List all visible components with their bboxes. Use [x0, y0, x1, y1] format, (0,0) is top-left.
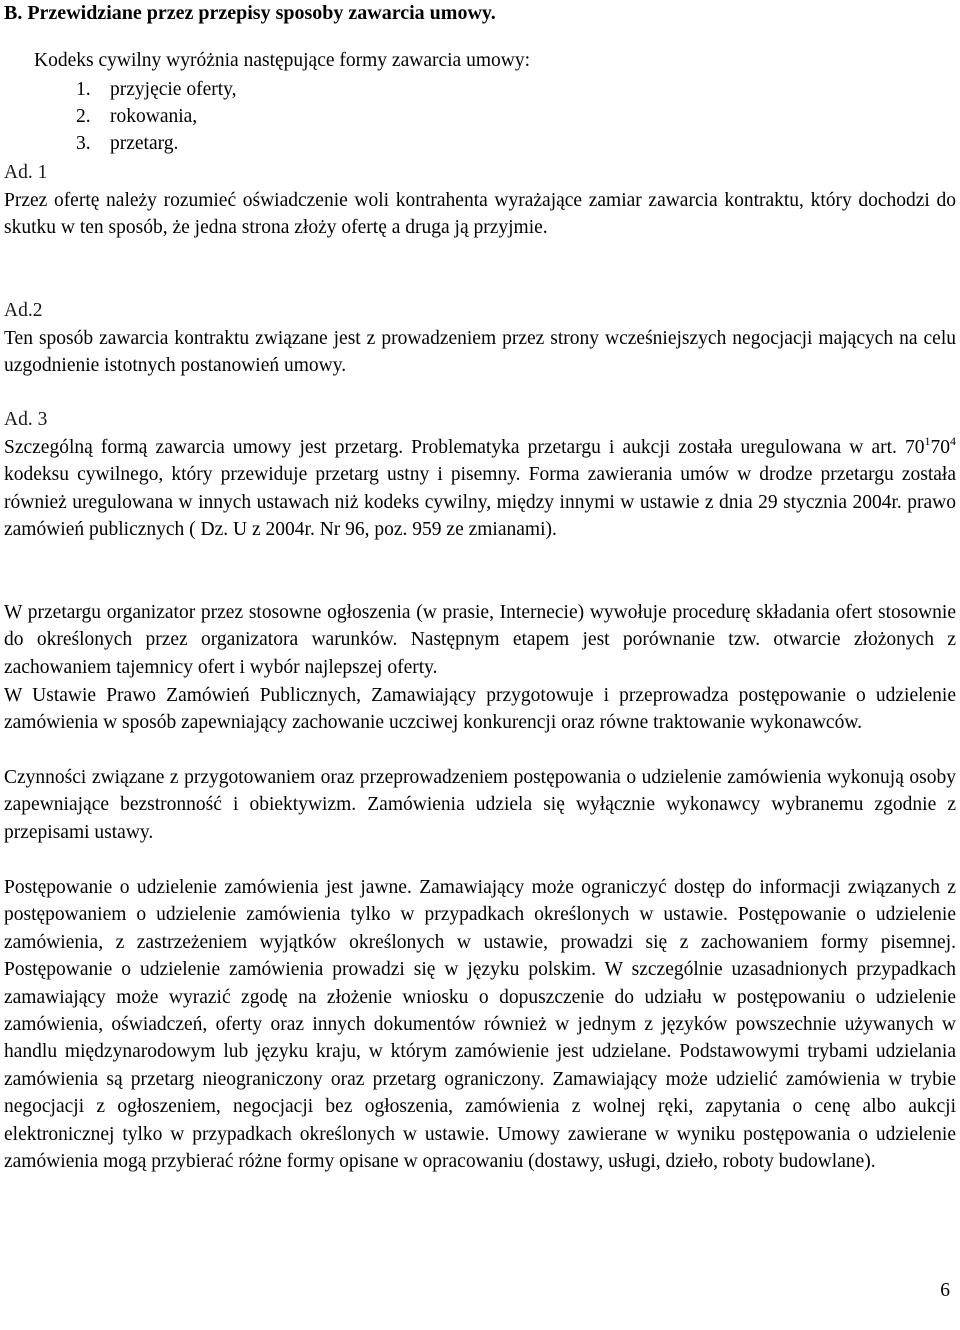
list-item-number: 1. [76, 79, 91, 100]
ad3-title: Ad. 3 [4, 409, 48, 430]
page-number: 6 [940, 1280, 950, 1301]
list-item [76, 103, 237, 130]
list-item [76, 130, 237, 157]
intro-text: Kodeks cywilny wyróżnia następujące formy zawarcia umowy: [34, 50, 530, 71]
forms-list [76, 76, 237, 157]
list-item-number: 2. [76, 106, 91, 127]
ad3-text-after: kodeksu cywilnego, który przewiduje przetarg ustny i pisemny. Forma zawierania umów w drodze przetargu została również uregulowana w innych ustawach niż kodeks cywilny, między innymi w ustawie z dnia 29 stycznia 2004r. prawo zamówień publicznych ( Dz. U z 2004r. Nr 96, poz. 959 ze zmianami). [4, 464, 956, 541]
ad3-superscript-1: 1 [924, 434, 931, 448]
ad1-paragraph: Przez ofertę należy rozumieć oświadczenie woli kontrahenta wyrażające zamiar zawarcia kontraktu, który dochodzi do skutku w ten sposób, że jedna strona złoży ofertę a druga ją przyjmie. [4, 190, 956, 239]
przetarg-paragraph: W przetargu organizator przez stosowne ogłoszenia (w prasie, Internecie) wywołuje procedurę składania ofert stosownie do określonych przez organizatora warunków. Następnym etapem jest porównanie tzw. otwarcie złożonych z zachowaniem tajemnicy ofert i wybór najlepszej oferty. [4, 602, 956, 678]
ad3-paragraph [4, 434, 956, 544]
jawne-paragraph: Postępowanie o udzielenie zamówienia jest jawne. Zamawiający może ograniczyć dostęp do informacji związanych z postępowaniem o udzielenie zamówienia tylko w przypadkach określonych w ustawie. Postępowanie o udzielenie zamówienia, z zastrzeżeniem wyjątków określonych w ustawie, prowadzi się z zachowaniem formy pisemnej. Postępowanie o udzielenie zamówienia prowadzi się w języku polskim. W szczególnie uzasadnionych przypadkach zamawiający może wyrazić zgodę na złożenie wniosku o dopuszczenie do udziału w postępowaniu o udzielenie zamówienia, oświadczeń, oferty oraz innych dokumentów również w jednym z języków powszechnie używanych w handlu międzynarodowym lub języku kraju, w którym zamówienie jest udzielane. Podstawowymi trybami udzielania zamówienia są przetarg nieograniczony oraz przetarg ograniczony. Zamawiający może udzielić zamówienia w trybie negocjacji z ogłoszeniem, negocjacji bez ogłoszenia, zamówienia z wolnej ręki, zapytania o cenę albo aukcji elektronicznej tylko w przypadkach określonych w ustawie. Umowy zawierane w wyniku postępowania o udzielenie zamówienia mogą przybierać różne formy opisane w opracowaniu (dostawy, usługi, dzieło, roboty budowlane). [4, 877, 956, 1173]
ustawa-paragraph: W Ustawie Prawo Zamówień Publicznych, Zamawiający przygotowuje i przeprowadza postępowanie o udzielenie zamówienia w sposób zapewniający zachowanie uczciwej konkurencji oraz równe traktowanie wykonawców. [4, 685, 956, 734]
ad3-text-mid: 70 [930, 437, 950, 458]
list-item-text: przyjęcie oferty, [110, 79, 237, 100]
list-item-number: 3. [76, 133, 91, 154]
ad2-paragraph: Ten sposób zawarcia kontraktu związane jest z prowadzeniem przez strony wcześniejszych negocjacji mających na celu uzgodnienie istotnych postanowień umowy. [4, 328, 956, 377]
list-item [76, 76, 237, 103]
list-item-text: przetarg. [110, 133, 179, 154]
czynnosci-paragraph: Czynności związane z przygotowaniem oraz przeprowadzeniem postępowania o udzielenie zamówienia wykonują osoby zapewniające bezstronność i obiektywizm. Zamówienia udziela się wyłącznie wykonawcy wybranemu zgodnie z przepisami ustawy. [4, 767, 956, 843]
ad2-title: Ad.2 [4, 300, 43, 321]
section-heading: B. Przewidziane przez przepisy sposoby zawarcia umowy. [4, 2, 496, 24]
ad3-superscript-2: 4 [950, 434, 956, 448]
ad1-title: Ad. 1 [4, 162, 48, 183]
ad3-text-before: Szczególną formą zawarcia umowy jest przetarg. Problematyka przetargu i aukcji została uregulowana w art. 70 [4, 437, 925, 458]
list-item-text: rokowania, [110, 106, 198, 127]
